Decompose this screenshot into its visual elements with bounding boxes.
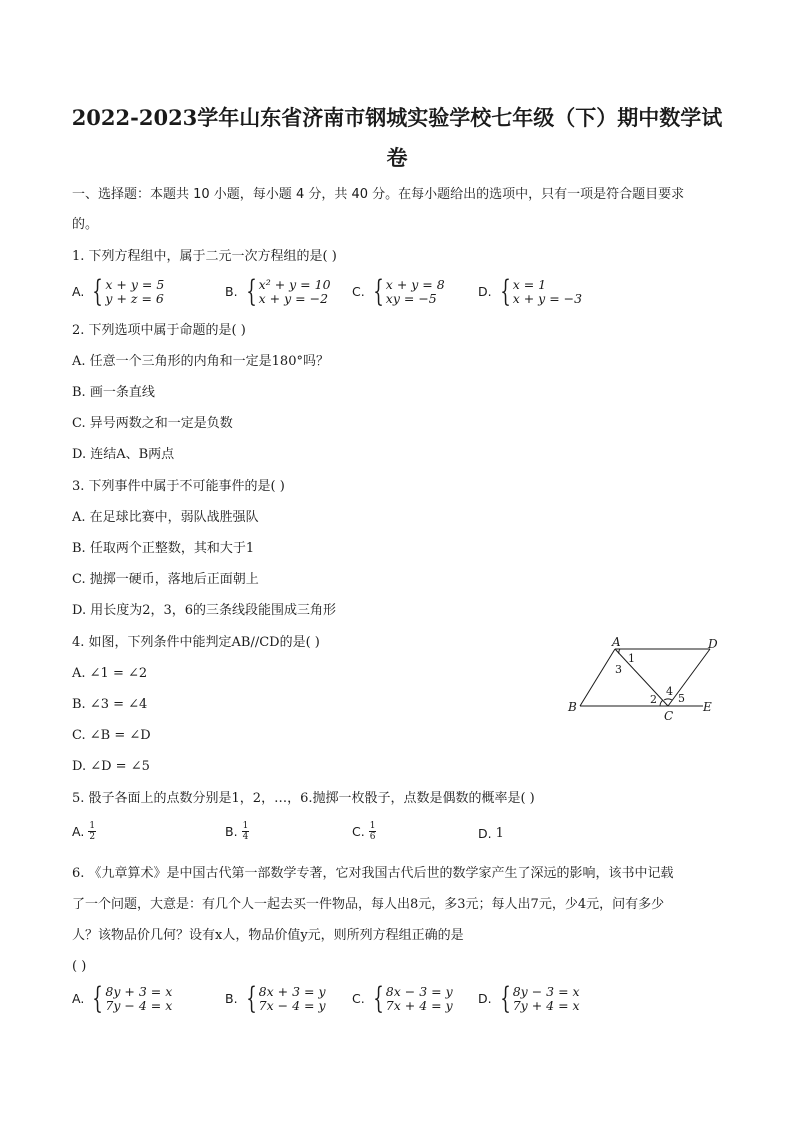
fig-label-a: A — [612, 635, 621, 649]
q1-option-a: A. { x + y = 5 y + z = 6 — [72, 274, 165, 309]
q5-option-b — [225, 821, 249, 842]
fig-angle-3: 3 — [615, 663, 622, 676]
q4-option-a: A. ∠1 = ∠2 — [72, 666, 148, 681]
q5-option-d — [478, 826, 504, 842]
q1-b-eq1: x² + y = 10 — [258, 277, 331, 292]
section-heading-line2: 的。 — [72, 217, 99, 232]
fig-label-b: B — [568, 700, 577, 714]
q5-option-d-label: D. — [478, 826, 492, 841]
q4-stem: 4. 如图，下列条件中能判定AB//CD的是( ) — [72, 635, 320, 650]
q2-option-c: C. 异号两数之和一定是负数 — [72, 416, 233, 431]
q6-option-d-label: D. — [478, 991, 492, 1006]
q5-option-b-label: B. — [225, 823, 238, 839]
q1-d-eq1: x = 1 — [512, 277, 547, 292]
fig-angle-1: 1 — [628, 652, 635, 665]
q5-option-c — [352, 821, 376, 842]
line-ab — [580, 649, 615, 706]
q5-c-denominator: 6 — [369, 832, 376, 842]
q4-option-d: D. ∠D = ∠5 — [72, 759, 150, 774]
q1-c-eq2: xy = −5 — [385, 291, 437, 306]
q2-option-b: B. 画一条直线 — [72, 385, 155, 400]
q6-c-eq1: 8x − 3 = y — [385, 984, 453, 999]
q2-stem: 2. 下列选项中属于命题的是( ) — [72, 323, 246, 338]
q6-option-b-label: B. — [225, 991, 238, 1006]
q1-d-eq2: x + y = −3 — [512, 291, 583, 306]
q1-option-b-label: B. — [225, 284, 238, 299]
q4-option-b: B. ∠3 = ∠4 — [72, 697, 148, 712]
q5-option-c-label: C. — [352, 823, 365, 839]
q6-d-eq2: 7y + 4 = x — [512, 998, 580, 1013]
q3-option-b: B. 任取两个正整数，其和大于1 — [72, 541, 255, 556]
q2-option-d: D. 连结A、B两点 — [72, 447, 175, 462]
q3-option-a: A. 在足球比赛中，弱队战胜强队 — [72, 510, 259, 525]
q1-option-b: B. { x² + y = 10 x + y = −2 — [225, 274, 331, 309]
q5-stem: 5. 骰子各面上的点数分别是1，2，…，6.抛掷一枚骰子，点数是偶数的概率是( ) — [72, 791, 535, 806]
line-ac — [615, 649, 668, 706]
q6-a-eq1: 8y + 3 = x — [105, 984, 173, 999]
q6-b-eq1: 8x + 3 = y — [258, 984, 326, 999]
q1-option-d-label: D. — [478, 284, 492, 299]
q4-geometry-figure — [560, 632, 730, 724]
q3-option-d: D. 用长度为2，3，6的三条线段能围成三角形 — [72, 603, 337, 618]
q5-c-numerator: 1 — [369, 821, 376, 831]
line-cd — [668, 649, 710, 706]
q6-a-eq2: 7y − 4 = x — [105, 998, 173, 1013]
q2-option-a: A. 任意一个三角形的内角和一定是180°吗？ — [72, 354, 329, 369]
q1-b-eq2: x + y = −2 — [258, 291, 329, 306]
fig-label-e: E — [703, 700, 712, 714]
fig-angle-2: 2 — [650, 693, 657, 706]
q5-d-value: 1 — [495, 826, 504, 841]
q5-option-a-label: A. — [72, 823, 85, 839]
section-heading-line1: 一、选择题：本题共 10 小题，每小题 4 分，共 40 分。在每小题给出的选项中，只有一项是符合题目要求 — [72, 187, 685, 202]
exam-title-line1: 2022-2023学年山东省济南市钢城实验学校七年级（下）期中数学试 — [71, 105, 723, 130]
exam-title-line2: 卷 — [386, 145, 408, 170]
q6-option-c-label: C. — [352, 991, 365, 1006]
fig-angle-4: 4 — [666, 685, 673, 698]
fig-label-c: C — [664, 709, 674, 723]
q6-line4: ( ) — [72, 959, 87, 974]
q1-c-eq1: x + y = 8 — [385, 277, 445, 292]
q3-option-c: C. 抛掷一硬币，落地后正面朝上 — [72, 572, 259, 587]
q6-c-eq2: 7x + 4 = y — [385, 998, 453, 1013]
q1-option-c-label: C. — [352, 284, 365, 299]
q6-option-c: C. { 8x − 3 = y 7x + 4 = y — [352, 981, 453, 1016]
q6-option-a: A. { 8y + 3 = x 7y − 4 = x — [72, 981, 173, 1016]
q6-line3: 人？该物品价几何？设有x人，物品价值y元，则所列方程组正确的是 — [72, 928, 464, 943]
q5-a-denominator: 2 — [89, 832, 96, 842]
angle-arc-2 — [660, 700, 663, 706]
q5-a-numerator: 1 — [89, 821, 96, 831]
q6-d-eq1: 8y − 3 = x — [512, 984, 580, 999]
q4-option-c: C. ∠B = ∠D — [72, 728, 151, 743]
angle-arc-4 — [664, 699, 672, 700]
q1-stem: 1. 下列方程组中，属于二元一次方程组的是( ) — [72, 249, 337, 264]
q1-a-eq1: x + y = 5 — [105, 277, 165, 292]
q3-stem: 3. 下列事件中属于不可能事件的是( ) — [72, 479, 285, 494]
q5-b-numerator: 1 — [242, 821, 249, 831]
fig-angle-5: 5 — [678, 692, 685, 705]
q6-b-eq2: 7x − 4 = y — [258, 998, 326, 1013]
q5-b-denominator: 4 — [242, 832, 249, 842]
q6-line1: 6. 《九章算术》是中国古代第一部数学专著，它对我国古代后世的数学家产生了深远的影响，该书中记载 — [72, 866, 674, 881]
q6-line2: 了一个问题，大意是：有几个人一起去买一件物品，每人出8元，多3元；每人出7元，少4元，问有多少 — [72, 897, 665, 912]
q6-option-d: D. { 8y − 3 = x 7y + 4 = x — [478, 981, 580, 1016]
q1-option-c: C. { x + y = 8 xy = −5 — [352, 274, 445, 309]
q5-option-a — [72, 821, 96, 842]
fig-label-d: D — [708, 637, 718, 651]
q6-option-a-label: A. — [72, 991, 85, 1006]
q1-option-a-label: A. — [72, 284, 85, 299]
q1-option-d: D. { x = 1 x + y = −3 — [478, 274, 583, 309]
q6-option-b: B. { 8x + 3 = y 7x − 4 = y — [225, 981, 326, 1016]
q1-a-eq2: y + z = 6 — [105, 291, 164, 306]
